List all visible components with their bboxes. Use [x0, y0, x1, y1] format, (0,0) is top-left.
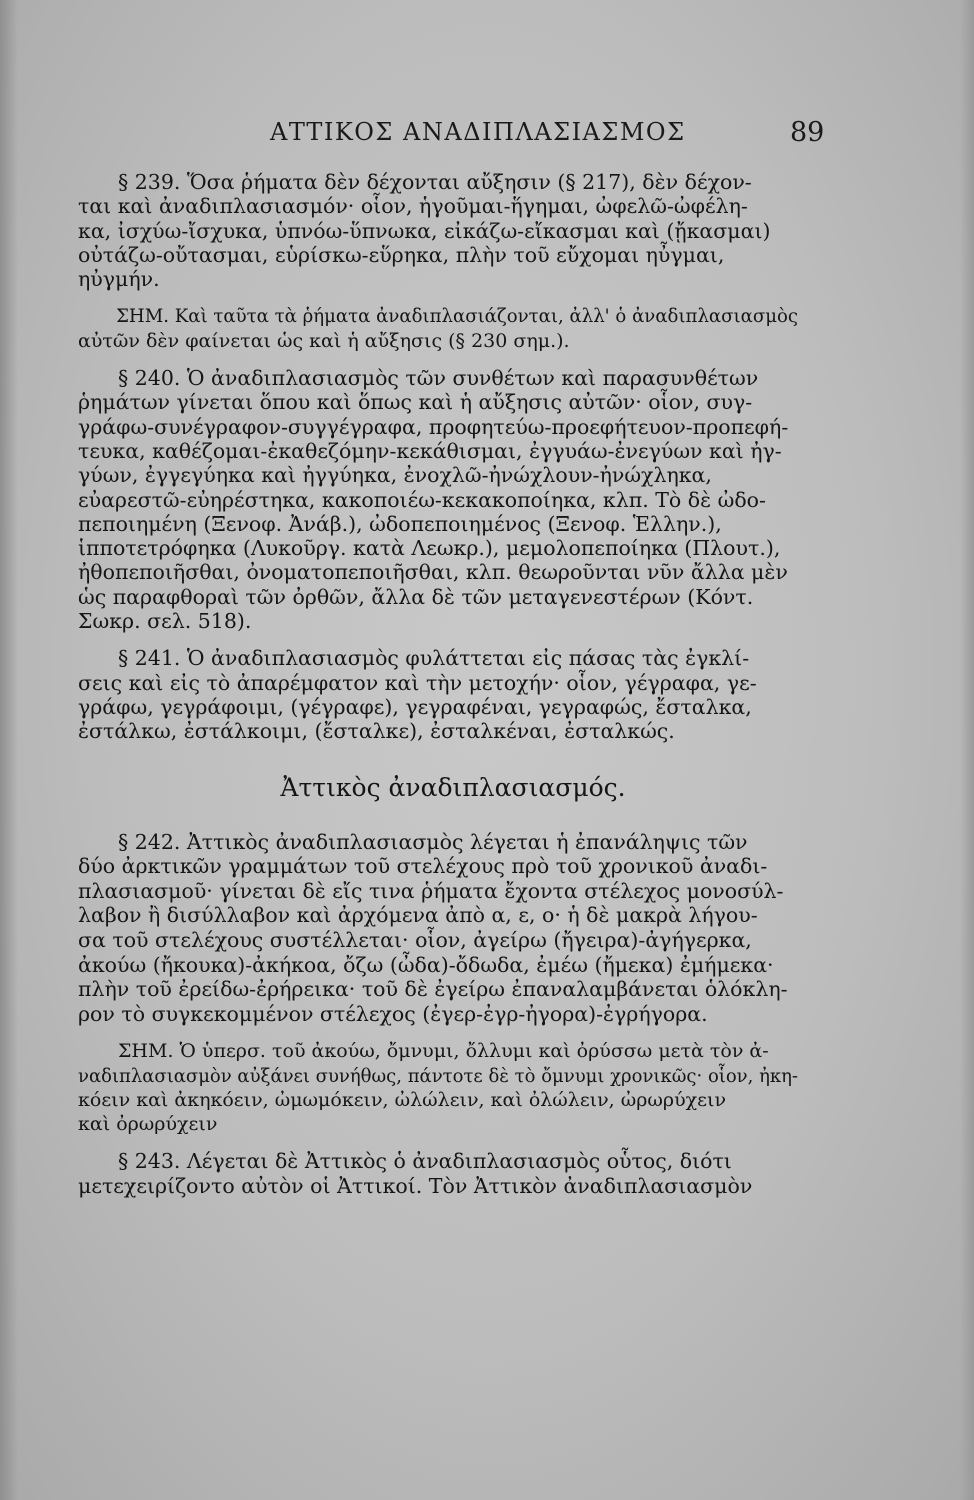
- scan-shadow-left: [0, 0, 18, 1500]
- text-line: ἠθοπεποιῆσθαι, ὀνοματοπεποιῆσθαι, κλπ. θεωροῦνται νῦν ἄλλα μὲν: [78, 560, 788, 585]
- subheading: Ἀττικὸς ἀναδιπλασιασμός.: [280, 772, 626, 802]
- text-line: ται καὶ ἀναδιπλασιασμόν· οἷον, ἡγοῦμαι-ἥγημαι, ὠφελῶ-ὠφέλη-: [78, 194, 748, 219]
- text-line: αὐτῶν δὲν φαίνεται ὡς καὶ ἡ αὔξησις (§ 230 σημ.).: [78, 329, 570, 352]
- text-line: ἱπποτετρόφηκα (Λυκοῦργ. κατὰ Λεωκρ.), μεμολοπεποίηκα (Πλουτ.),: [78, 536, 781, 561]
- text-line: ναδιπλασιασμὸν αὐξάνει συνήθως, πάντοτε δὲ τὸ ὄμνυμι χρονικῶς· οἷον, ἠκη-: [78, 1064, 799, 1087]
- text-line: ΣΗΜ. Ὁ ὑπερσ. τοῦ ἀκούω, ὄμνυμι, ὄλλυμι καὶ ὀρύσσω μετὰ τὸν ἀ-: [118, 1040, 769, 1063]
- section-242: [78, 830, 798, 1027]
- text-line: δύο ἀρκτικῶν γραμμάτων τοῦ στελέχους πρὸ τοῦ χρονικοῦ ἀναδι-: [78, 854, 768, 879]
- text-line: γράφω, γεγράφοιμι, (γέγραφε), γεγραφέναι, γεγραφώς, ἔσταλκα,: [78, 694, 752, 719]
- text-line: § 243. Λέγεται δὲ Ἀττικὸς ὁ ἀναδιπλασιασμὸς οὗτος, διότι: [118, 1149, 732, 1174]
- text-line: καὶ ὀρωρύχειν: [78, 1113, 218, 1136]
- text-line: ΣΗΜ. Καὶ ταῦτα τὰ ῥήματα ἀναδιπλασιάζονται, ἀλλ' ὁ ἀναδιπλασιασμὸς: [116, 305, 799, 328]
- section-243: [78, 1149, 798, 1198]
- text-line: § 241. Ὁ ἀναδιπλασιασμὸς φυλάττεται εἰς πάσας τὰς ἐγκλί-: [118, 646, 750, 671]
- text-line: ὡς παραφθοραὶ τῶν ὀρθῶν, ἄλλα δὲ τῶν μεταγενεστέρων (Κόντ.: [78, 584, 754, 609]
- text-line: Σωκρ. σελ. 518).: [78, 609, 252, 634]
- text-line: ηὐγμήν.: [78, 267, 160, 292]
- text-line: γύων, ἐγγεγύηκα καὶ ἠγγύηκα, ἐνοχλῶ-ἠνώχλουν-ἠνώχληκα,: [78, 463, 712, 488]
- text-line: § 239. Ὅσα ῥήματα δὲν δέχονται αὔξησιν (§ 217), δὲν δέχον-: [118, 170, 752, 194]
- note-239: [78, 304, 798, 353]
- page-number: 89: [790, 117, 825, 148]
- text-line: οὐτάζω-οὔτασμαι, εὑρίσκω-εὕρηκα, πλὴν τοῦ εὔχομαι ηὖγμαι,: [78, 242, 725, 267]
- text-line: λαβον ἢ δισύλλαβον καὶ ἀρχόμενα ἀπὸ α, ε, ο· ἡ δὲ μακρὰ λήγου-: [78, 903, 758, 928]
- text-line: σα τοῦ στελέχους συστέλλεται· οἷον, ἀγείρω (ἤγειρα)-ἀγήγερκα,: [78, 927, 752, 952]
- text-line: κα, ἰσχύω-ἴσχυκα, ὑπνόω-ὕπνωκα, εἰκάζω-εἴκασμαι καὶ (ᾔκασμαι): [78, 218, 771, 243]
- text-line: τευκα, καθέζομαι-ἐκαθεζόμην-κεκάθισμαι, ἐγγυάω-ἐνεγύων καὶ ἠγ-: [78, 438, 782, 463]
- scan-shadow-right: [960, 0, 974, 1500]
- text-line: κόειν καὶ ἀκηκόειν, ὠμωμόκειν, ὠλώλειν, καὶ ὀλώλειν, ὠρωρύχειν: [78, 1088, 726, 1111]
- text-line: πλὴν τοῦ ἐρείδω-ἐρήρεικα· τοῦ δὲ ἐγείρω ἐπαναλαμβάνεται ὁλόκλη-: [78, 977, 788, 1002]
- text-line: εὐαρεστῶ-εὐηρέστηκα, κακοποιέω-κεκακοποίηκα, κλπ. Τὸ δὲ ὠδο-: [78, 487, 766, 512]
- text-line: ρον τὸ συγκεκομμένον στέλεχος (ἐγερ-ἐγρ-ἠγορα)-ἐγρήγορα.: [78, 1001, 708, 1026]
- text-line: § 242. Ἀττικὸς ἀναδιπλασιασμὸς λέγεται ἡ ἐπανάληψις τῶν: [118, 829, 748, 854]
- section-239: [78, 170, 798, 291]
- text-line: πεποιημένη (Ξενοφ. Ἀνάβ.), ὠδοπεποιημένος (Ξενοφ. Ἑλλην.),: [78, 511, 722, 536]
- text-line: γράφω-συνέγραφον-συγγέγραφα, προφητεύω-προεφήτευον-προπεφή-: [78, 414, 789, 439]
- text-line: πλασιασμοῦ· γίνεται δὲ εἴς τινα ῥήματα ἔχοντα στέλεχος μονοσύλ-: [78, 878, 784, 903]
- text-line: ἀκούω (ἤκουκα)-ἀκήκοα, ὄζω (ὦδα)-ὄδωδα, ἐμέω (ἤμεκα) ἐμήμεκα·: [78, 952, 774, 977]
- section-241: [78, 646, 798, 743]
- text-line: ἐστάλκω, ἐστάλκοιμι, (ἔσταλκε), ἐσταλκέναι, ἐσταλκώς.: [78, 719, 675, 744]
- note-242: [78, 1039, 798, 1136]
- section-240: [78, 366, 798, 633]
- text-line: σεις καὶ εἰς τὸ ἀπαρέμφατον καὶ τὴν μετοχήν· οἷον, γέγραφα, γε-: [78, 670, 757, 695]
- page-body: [78, 170, 798, 1198]
- text-line: § 240. Ὁ ἀναδιπλασιασμὸς τῶν συνθέτων καὶ παρασυνθέτων: [118, 366, 759, 391]
- text-line: μετεχειρίζοντο αὐτὸν οἱ Ἀττικοί. Τὸν Ἀττικὸν ἀναδιπλασιασμὸν: [78, 1173, 753, 1198]
- running-head-title: ΑΤΤΙΚΟΣ ΑΝΑΔΙΠΛΑΣΙΑΣΜΟΣ: [270, 118, 686, 146]
- text-line: ῥημάτων γίνεται ὅπου καὶ ὅπως καὶ ἡ αὔξησις αὐτῶν· οἷον, συγ-: [78, 390, 753, 415]
